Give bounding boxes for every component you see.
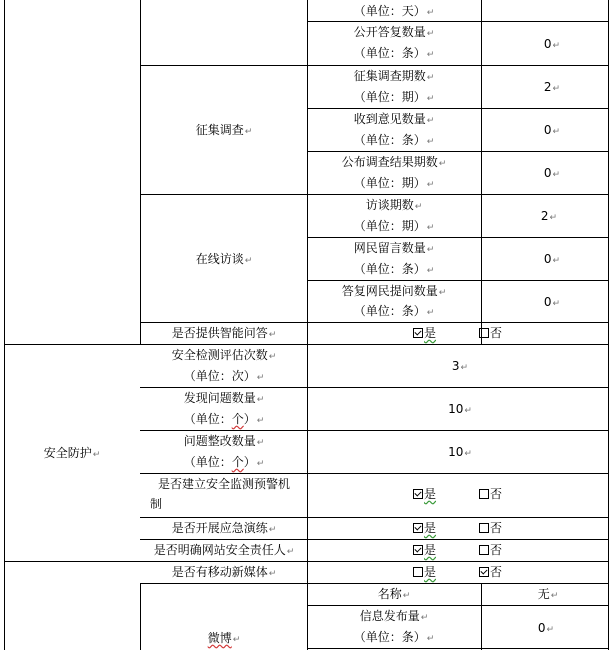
row-line	[140, 517, 609, 518]
yes-option[interactable]: 是	[413, 542, 436, 558]
table-border-left	[4, 0, 5, 650]
row-line	[140, 539, 609, 540]
unit-text: （单位：条）↵	[353, 262, 435, 276]
category-label: 微博↵	[207, 631, 241, 645]
item-label: 是否建立安全监测预警机	[157, 477, 291, 491]
col-divider-value	[481, 0, 482, 344]
item-label: 是否明确网站安全责任人↵	[153, 543, 295, 557]
value-cell: 无↵	[537, 587, 559, 601]
no-option[interactable]: 否	[479, 542, 502, 558]
checkbox-yes[interactable]	[413, 523, 423, 533]
item-label: 是否开展应急演练↵	[171, 521, 277, 535]
value-cell: 0↵	[543, 252, 561, 266]
item-label-cont: 制	[150, 497, 163, 511]
item-label: 发现问题数量↵	[183, 391, 265, 405]
no-option[interactable]: 否	[479, 564, 502, 580]
item-label: 信息发布量↵	[359, 609, 429, 623]
item-label: 访谈期数↵	[365, 198, 423, 212]
checkbox-no[interactable]	[479, 328, 489, 338]
col-divider-value	[481, 583, 482, 650]
item-label: 征集调查期数↵	[353, 69, 435, 83]
value-cell: 10↵	[448, 445, 472, 459]
section-line	[4, 561, 609, 562]
unit-text: （单位：天）↵	[353, 4, 435, 18]
item-label: 公开答复数量↵	[353, 25, 435, 39]
row-line	[140, 473, 609, 474]
checkbox-yes[interactable]	[413, 545, 423, 555]
item-label: 公布调查结果期数↵	[341, 155, 447, 169]
item-label: 名称↵	[377, 587, 411, 601]
value-cell: 3↵	[451, 359, 469, 373]
item-label: 是否有移动新媒体↵	[171, 565, 277, 579]
row-line	[307, 648, 609, 649]
yes-option[interactable]: 是	[413, 564, 436, 580]
unit-text: （单位：条）↵	[353, 46, 435, 60]
item-label: 是否提供智能问答↵	[171, 326, 277, 340]
yes-option[interactable]: 是	[413, 486, 436, 502]
unit-text: （单位：期）↵	[353, 90, 435, 104]
col-divider-item	[307, 0, 308, 650]
checkbox-yes[interactable]	[413, 489, 423, 499]
category-label: 在线访谈↵	[195, 252, 253, 266]
value-cell: 0↵	[537, 621, 555, 635]
row-line	[140, 65, 609, 66]
checkbox-no[interactable]	[479, 567, 489, 577]
value-cell: 0↵	[543, 295, 561, 309]
table-border-right	[608, 0, 609, 650]
row-line	[140, 387, 609, 388]
yes-option[interactable]: 是	[413, 325, 436, 341]
checkbox-no[interactable]	[479, 523, 489, 533]
value-cell: 2↵	[543, 80, 561, 94]
no-option[interactable]: 否	[479, 325, 502, 341]
row-line	[140, 430, 609, 431]
value-cell: 0↵	[543, 123, 561, 137]
row-line	[307, 605, 609, 606]
checkbox-no[interactable]	[479, 489, 489, 499]
value-cell: 10↵	[448, 402, 472, 416]
unit-text: （单位：期）↵	[353, 219, 435, 233]
item-label: 答复网民提问数量↵	[341, 284, 447, 298]
item-label: 收到意见数量↵	[353, 112, 435, 126]
row-line	[307, 21, 609, 22]
unit-text: （单位：条）↵	[353, 304, 435, 318]
item-label: 安全检测评估次数↵	[171, 348, 277, 362]
unit-text: （单位：个）↵	[183, 412, 265, 426]
checkbox-no[interactable]	[479, 545, 489, 555]
unit-text: （单位：条）↵	[353, 630, 435, 644]
unit-text: （单位：条）↵	[353, 133, 435, 147]
col-divider-category	[140, 0, 141, 344]
value-cell: 0↵	[543, 166, 561, 180]
checkbox-yes[interactable]	[413, 328, 423, 338]
checkbox-yes[interactable]	[413, 567, 423, 577]
item-label: 问题整改数量↵	[183, 434, 265, 448]
value-cell: 0↵	[543, 37, 561, 51]
row-line	[307, 237, 609, 238]
row-line	[307, 280, 609, 281]
yes-option[interactable]: 是	[413, 520, 436, 536]
unit-text: （单位：次）↵	[183, 369, 265, 383]
row-line	[140, 583, 609, 584]
unit-text: （单位：个）↵	[183, 455, 265, 469]
row-line	[307, 151, 609, 152]
value-cell: 2↵	[540, 209, 558, 223]
no-option[interactable]: 否	[479, 486, 502, 502]
item-label: 网民留言数量↵	[353, 241, 435, 255]
category-label: 征集调查↵	[195, 123, 253, 137]
row-line	[307, 108, 609, 109]
unit-text: （单位：期）↵	[353, 176, 435, 190]
col-divider-category	[140, 583, 141, 650]
row-line	[140, 194, 609, 195]
row-line	[140, 322, 609, 323]
section-label: 安全防护↵	[43, 446, 101, 460]
no-option[interactable]: 否	[479, 520, 502, 536]
section-line	[4, 344, 609, 345]
